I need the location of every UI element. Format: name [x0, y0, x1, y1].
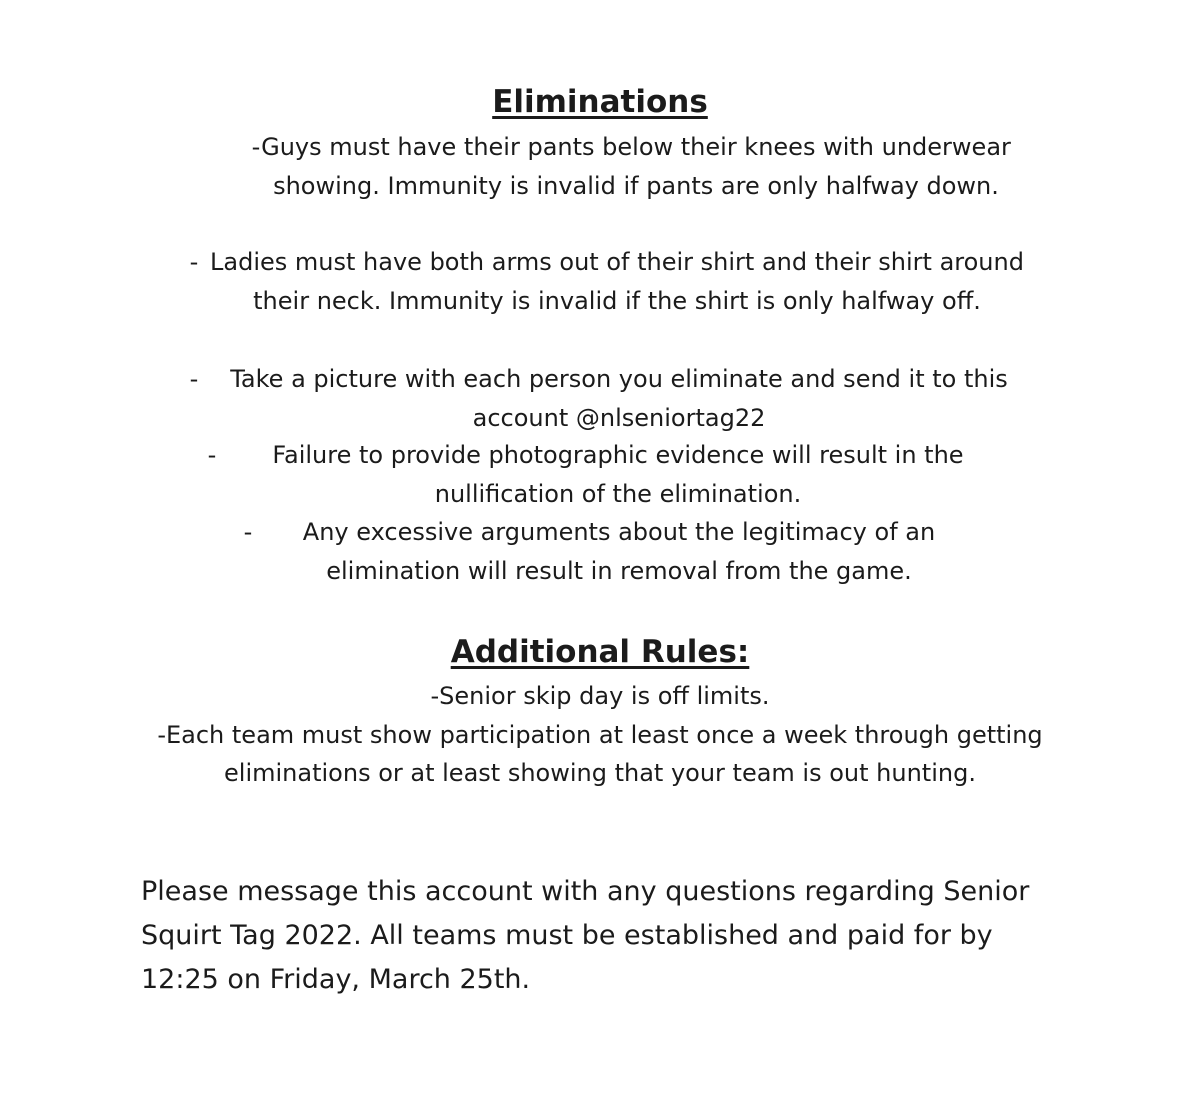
elimination-rule-guys [246, 128, 1026, 205]
bullet-dash: - [189, 248, 199, 276]
eliminations-heading: Eliminations [492, 84, 708, 120]
additional-rules-heading: Additional Rules: [450, 634, 750, 670]
elimination-rule-evidence [202, 436, 1034, 513]
bullet-dash: - [251, 133, 261, 161]
elimination-rule-text: Take a picture with each person you eliminate and send it to this account @nlseniortag22 [230, 365, 1008, 432]
bullet-dash: - [207, 441, 217, 469]
bullet-dash: - [189, 365, 199, 393]
elimination-rule-text: Ladies must have both arms out of their shirt and their shirt around their neck. Immunity is invalid if the shirt is only halfway off. [210, 248, 1024, 315]
elimination-rule-picture [184, 360, 1054, 437]
elimination-rule-text: Any excessive arguments about the legitimacy of an elimination will result in removal from the game. [302, 518, 936, 585]
bullet-dash: - [243, 518, 253, 546]
additional-rule-skip-day: -Senior skip day is off limits. [430, 682, 770, 710]
elimination-rule-ladies [184, 243, 1050, 320]
elimination-rule-arguments [238, 513, 1000, 590]
contact-note: Please message this account with any questions regarding Senior Squirt Tag 2022. All teams must be established and paid for by 12:25 on Friday, March 25th. [141, 876, 1030, 995]
additional-rule-participation: -Each team must show participation at least once a week through getting eliminations or at least showing that your team is out hunting. [157, 720, 1043, 787]
elimination-rule-text: Failure to provide photographic evidence will result in the nullification of the elimination. [272, 441, 964, 508]
additional-rules-list [120, 677, 1080, 793]
elimination-rule-text: Guys must have their pants below their knees with underwear showing. Immunity is invalid if pants are only halfway down. [261, 133, 1011, 200]
